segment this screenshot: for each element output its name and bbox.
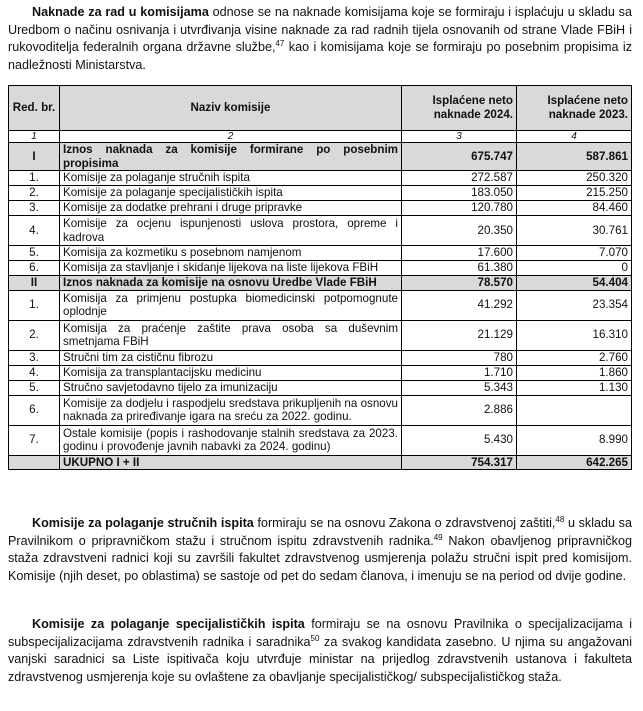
- amount-2023: 1.130: [517, 380, 632, 395]
- footnote-ref-50[interactable]: 50: [310, 633, 320, 643]
- commission-name: Komisija za transplantacijsku medicinu: [60, 365, 402, 380]
- commission-name: Komisije za dodjelu i raspodjelu sredstava prikupljenih na osnovu naknada za priređivanje igara na sreću za 2022. godinu.: [60, 395, 402, 425]
- row-number: 5.: [9, 380, 60, 395]
- row-number: 6.: [9, 395, 60, 425]
- commission-name: Komisije za ocjenu ispunjenosti uslova prostora, opreme i kadrova: [60, 216, 402, 246]
- amount-2023: 642.265: [517, 455, 632, 470]
- commission-name: Iznos naknada za komisije formirane po posebnim propisima: [60, 143, 402, 171]
- table-row: [9, 171, 632, 186]
- table-header-row: [9, 86, 632, 131]
- row-number: 2.: [9, 320, 60, 350]
- amount-2023: 30.761: [517, 216, 632, 246]
- commission-name: Komisija za primjenu postupka biomedicinski potpomognute oplodnje: [60, 290, 402, 320]
- amount-2024: 780: [402, 350, 517, 365]
- commission-name: Komisije za polaganje specijalističkih ispita: [60, 186, 402, 201]
- amount-2024: 5.430: [402, 425, 517, 455]
- amount-2023: 0: [517, 261, 632, 276]
- table-body: [9, 131, 632, 470]
- column-index-row: [9, 131, 632, 143]
- amount-2024: 754.317: [402, 455, 517, 470]
- table-row: [9, 246, 632, 261]
- table-row: [9, 216, 632, 246]
- header-name: Naziv komisije: [60, 86, 402, 131]
- table-row: [9, 290, 632, 320]
- column-index: 3: [402, 131, 517, 143]
- amount-2023: [517, 395, 632, 425]
- commission-name: Stručno savjetodavno tijelo za imunizaciju: [60, 380, 402, 395]
- section-row: [9, 143, 632, 171]
- specialist-text-2: za svakog kandidata zasebno. U njima su angažovani vanjski saradnici sa Liste ispitivača koju utvrđuje ministar na prijedlog zdravstvenih ustanova i fakulteta zdravstvenog usmjerenja koje su ovlaštene za obavljanje specijalističkog/ subspecijalističkog staža.: [8, 634, 632, 684]
- amount-2023: 2.760: [517, 350, 632, 365]
- table-row: [9, 395, 632, 425]
- column-index: 4: [517, 131, 632, 143]
- commission-name: Stručni tim za cističnu fibrozu: [60, 350, 402, 365]
- amount-2024: 120.780: [402, 201, 517, 216]
- amount-2024: 21.129: [402, 320, 517, 350]
- commission-name: Komisije za dodatke prehrani i druge pripravke: [60, 201, 402, 216]
- amount-2024: 17.600: [402, 246, 517, 261]
- commission-name: UKUPNO I + II: [60, 455, 402, 470]
- row-number: 7.: [9, 425, 60, 455]
- commission-name: Komisija za kozmetiku s posebnom namjenom: [60, 246, 402, 261]
- row-number: 5.: [9, 246, 60, 261]
- row-number: 1.: [9, 290, 60, 320]
- exams-text-1: formiraju se na osnovu Zakona o zdravstvenoj zaštiti,: [253, 516, 556, 530]
- table-row: [9, 320, 632, 350]
- row-number: 3.: [9, 201, 60, 216]
- amount-2024: 20.350: [402, 216, 517, 246]
- amount-2024: 183.050: [402, 186, 517, 201]
- amount-2023: 250.320: [517, 171, 632, 186]
- intro-text-2: kao i komisijama koje se formiraju po posebnim propisima iz nadležnosti Ministarstva.: [8, 40, 633, 72]
- exams-lead: Komisije za polaganje stručnih ispita: [32, 516, 254, 530]
- specialist-lead: Komisije za polaganje specijalističkih ispita: [32, 617, 305, 631]
- exams-text-3: Nakon obavljenog pripravničkog staža zdravstveni radnici koji su završili fakultet zdravstvenog usmjerenja polažu stručni ispit pred komisijom. Komisije (njih deset, po oblastima) se sastoje od pet do sedam članova, i imenuju se na period od dvije godine.: [8, 533, 632, 583]
- exams-text-2: u skladu sa Pravilnikom o pripravničkom stažu i stručnom ispitu zdravstvenih radnika.: [8, 516, 632, 548]
- table-row: [9, 201, 632, 216]
- amount-2023: 84.460: [517, 201, 632, 216]
- section-row: [9, 276, 632, 291]
- row-number: 3.: [9, 350, 60, 365]
- exams-paragraph: [8, 515, 632, 585]
- amount-2024: 2.886: [402, 395, 517, 425]
- amount-2023: 587.861: [517, 143, 632, 171]
- table-row: [9, 365, 632, 380]
- row-number: 6.: [9, 261, 60, 276]
- row-number: 2.: [9, 186, 60, 201]
- amount-2023: 54.404: [517, 276, 632, 291]
- table-row: [9, 350, 632, 365]
- amount-2024: 41.292: [402, 290, 517, 320]
- header-no: Red. br.: [9, 86, 60, 131]
- intro-paragraph: [8, 4, 632, 74]
- amount-2023: 1.860: [517, 365, 632, 380]
- specialist-text-1: formiraju se na osnovu Pravilnika o specijalizacijama i subspecijalizacijama zdravstvenih radnika i saradnika: [8, 617, 632, 649]
- commission-name: Komisija za praćenje zaštite prava osoba sa duševnim smetnjama FBiH: [60, 320, 402, 350]
- commission-name: Iznos naknada za komisije na osnovu Uredbe Vlade FBiH: [60, 276, 402, 291]
- table-row: [9, 261, 632, 276]
- amount-2024: 78.570: [402, 276, 517, 291]
- row-number: 4.: [9, 216, 60, 246]
- amount-2023: 215.250: [517, 186, 632, 201]
- total-row: [9, 455, 632, 470]
- footnote-ref-47[interactable]: 47: [275, 39, 285, 48]
- footnote-ref-48[interactable]: 48: [555, 514, 565, 524]
- column-index: 2: [60, 131, 402, 143]
- commission-name: Ostale komisije (popis i rashodovanje stalnih sredstava za 2023. godinu i provođenje javnih nabavki za 2024. godinu): [60, 425, 402, 455]
- amount-2024: 272.587: [402, 171, 517, 186]
- row-number: I: [9, 143, 60, 171]
- intro-lead: Naknade za rad u komisijama: [32, 5, 209, 19]
- specialist-paragraph: [8, 616, 632, 686]
- commission-name: Komisija za stavljanje i skidanje lijekova na liste lijekova FBiH: [60, 261, 402, 276]
- commission-name: Komisije za polaganje stručnih ispita: [60, 171, 402, 186]
- row-number: [9, 455, 60, 470]
- amount-2024: 5.343: [402, 380, 517, 395]
- amount-2023: 8.990: [517, 425, 632, 455]
- table-row: [9, 186, 632, 201]
- table-row: [9, 380, 632, 395]
- amount-2024: 1.710: [402, 365, 517, 380]
- footnote-ref-49[interactable]: 49: [433, 532, 443, 542]
- amount-2023: 23.354: [517, 290, 632, 320]
- commission-fees-table: [8, 85, 632, 470]
- row-number: II: [9, 276, 60, 291]
- amount-2024: 675.747: [402, 143, 517, 171]
- table-row: [9, 425, 632, 455]
- row-number: 1.: [9, 171, 60, 186]
- header-2024: Isplaćene neto naknade 2024.: [402, 86, 517, 131]
- amount-2024: 61.380: [402, 261, 517, 276]
- amount-2023: 16.310: [517, 320, 632, 350]
- intro-text-1: odnose se na naknade komisijama koje se formiraju i isplaćuju u skladu sa Uredbom o načinu osnivanja i utvrđivanja visine naknade za rad radnih tijela osnovanih od strane Vlade FBiH i rukovoditelja federalnih organa državne službe,: [8, 5, 632, 55]
- column-index: 1: [9, 131, 60, 143]
- row-number: 4.: [9, 365, 60, 380]
- header-2023: Isplaćene neto naknade 2023.: [517, 86, 632, 131]
- amount-2023: 7.070: [517, 246, 632, 261]
